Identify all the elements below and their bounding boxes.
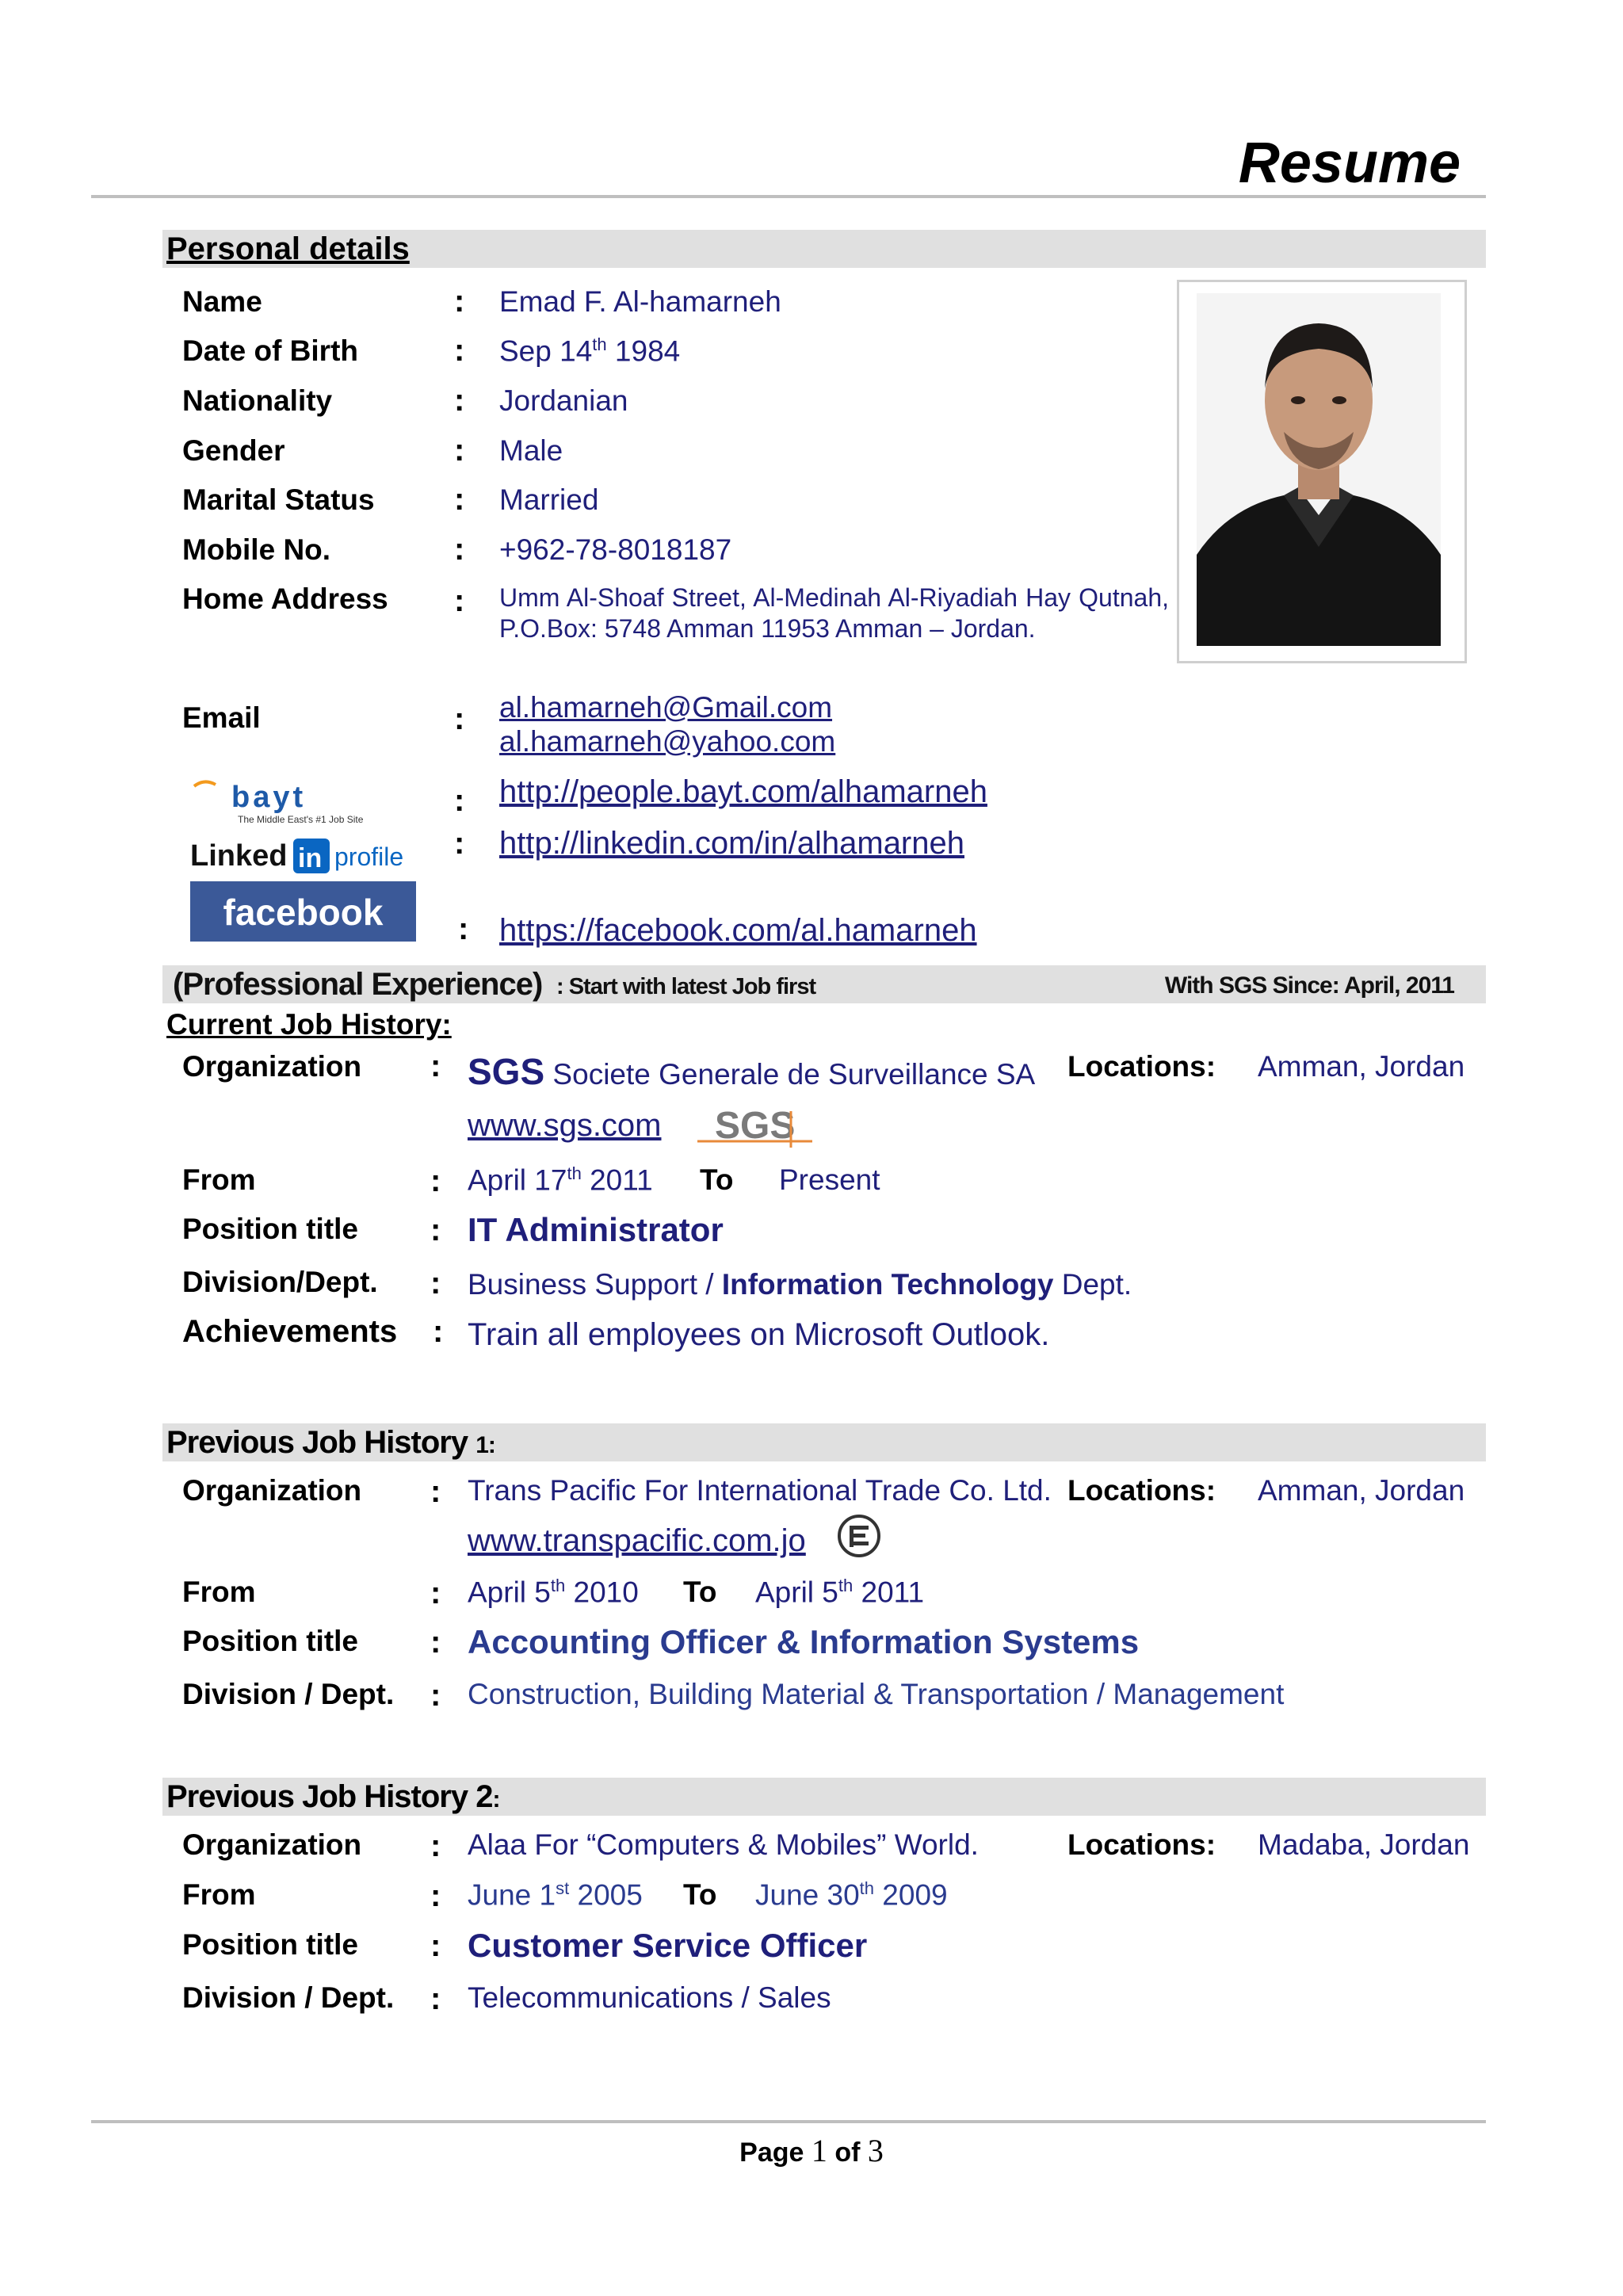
prev1-locations-value: Amman, Jordan: [1258, 1474, 1465, 1507]
colon: :: [430, 1981, 441, 2016]
prev2-division-label: Division / Dept.: [182, 1981, 395, 2014]
colon: :: [430, 1678, 441, 1713]
linkedin-profile-text: profile: [334, 842, 404, 871]
prev1-division-label: Division / Dept.: [182, 1678, 395, 1710]
professional-experience-subheading: : Start with latest Job first: [556, 974, 816, 999]
prev2-to-value: June 30th 2009: [755, 1878, 948, 1912]
bayt-link[interactable]: http://people.bayt.com/alhamarneh: [499, 774, 987, 809]
page-footer: Page 1 of 3: [739, 2133, 884, 2168]
colon: :: [454, 433, 465, 468]
prev2-position-label: Position title: [182, 1928, 358, 1961]
linkedin-in-badge: in: [298, 843, 323, 873]
prev2-from-label: From: [182, 1878, 256, 1911]
marital-status-label: Marital Status: [182, 483, 375, 516]
colon: :: [454, 333, 465, 368]
current-division-value: Business Support / Information Technology Dept.: [468, 1268, 1132, 1301]
current-locations-value: Amman, Jordan: [1258, 1050, 1465, 1083]
previous-job-1-heading: Previous Job History 1:: [166, 1425, 495, 1460]
prev1-org-label: Organization: [182, 1474, 362, 1507]
gender-label: Gender: [182, 434, 285, 467]
current-org-value: SGS Societe Generale de Surveillance SA: [468, 1051, 1036, 1092]
bayt-brand: bayt: [231, 781, 307, 814]
linkedin-brand-text: Linked: [190, 839, 288, 873]
current-to-value: Present: [779, 1163, 880, 1196]
current-job-heading: Current Job History:: [166, 1008, 452, 1041]
prev2-org-value: Alaa For “Computers & Mobiles” World.: [468, 1828, 979, 1861]
linkedin-link[interactable]: http://linkedin.com/in/alhamarneh: [499, 826, 964, 861]
colon: :: [454, 783, 465, 818]
current-position-label: Position title: [182, 1213, 358, 1245]
prev1-position-label: Position title: [182, 1625, 358, 1657]
colon: :: [454, 701, 465, 736]
facebook-brand: facebook: [223, 892, 384, 933]
personal-details-heading: Personal details: [166, 231, 410, 266]
prev1-locations-label: Locations:: [1067, 1474, 1216, 1507]
prev2-from-value: June 1st 2005: [468, 1878, 643, 1912]
colon: :: [430, 1474, 441, 1509]
previous-job-2-heading: Previous Job History 2:: [166, 1779, 500, 1814]
name-label: Name: [182, 285, 262, 318]
prev1-position-value: Accounting Officer & Information Systems: [468, 1623, 1140, 1660]
prev1-to-value: April 5th 2011: [755, 1576, 925, 1609]
email-label: Email: [182, 701, 261, 734]
colon: :: [458, 911, 469, 946]
footer-rule: [91, 2120, 1486, 2123]
home-address-value: Umm Al-Shoaf Street, Al-Medinah Al-Riyadiah Hay Qutnah, P.O.Box: 5748 Amman 11953 Amman – Jordan.: [499, 583, 1169, 643]
prev1-to-label: To: [683, 1576, 717, 1608]
prev2-locations-label: Locations:: [1067, 1828, 1216, 1861]
mobile-label: Mobile No.: [182, 533, 331, 566]
dob-value: Sep 14th 1984: [499, 334, 681, 368]
colon: :: [430, 1266, 441, 1301]
marital-status-value: Married: [499, 483, 599, 516]
colon: :: [430, 1625, 441, 1660]
achievements-value: Train all employees on Microsoft Outlook.: [468, 1317, 1050, 1352]
prev1-from-value: April 5th 2010: [468, 1576, 639, 1609]
profile-photo: [1197, 293, 1441, 646]
prev2-org-label: Organization: [182, 1828, 362, 1861]
facebook-logo[interactable]: [190, 881, 416, 942]
nationality-value: Jordanian: [499, 384, 628, 417]
prev2-division-value: Telecommunications / Sales: [468, 1981, 831, 2014]
email-link-yahoo[interactable]: al.hamarneh@yahoo.com: [499, 725, 836, 758]
gender-value: Male: [499, 434, 563, 467]
colon: :: [430, 1213, 441, 1247]
colon: :: [454, 532, 465, 567]
colon: :: [430, 1878, 441, 1913]
colon: :: [430, 1928, 441, 1963]
prev2-position-value: Customer Service Officer: [468, 1927, 868, 1964]
colon: :: [454, 583, 465, 618]
prev1-org-value: Trans Pacific For International Trade Co. Ltd.: [468, 1474, 1052, 1507]
professional-experience-heading: (Professional Experience): [173, 967, 543, 1002]
current-locations-label: Locations:: [1067, 1050, 1216, 1083]
current-division-label: Division/Dept.: [182, 1266, 378, 1298]
bayt-tagline: The Middle East's #1 Job Site: [238, 814, 364, 825]
colon: :: [433, 1314, 444, 1349]
name-value: Emad F. Al-hamarneh: [499, 285, 781, 318]
mobile-value: +962-78-8018187: [499, 533, 732, 566]
prev2-locations-value: Madaba, Jordan: [1258, 1828, 1470, 1861]
dob-label: Date of Birth: [182, 334, 358, 367]
prev1-division-value: Construction, Building Material & Transportation / Management: [468, 1678, 1285, 1710]
colon: :: [454, 284, 465, 319]
colon: :: [430, 1828, 441, 1863]
home-address-label: Home Address: [182, 583, 388, 615]
prev2-to-label: To: [683, 1878, 717, 1911]
colon: :: [454, 826, 465, 861]
with-sgs-since: With SGS Since: April, 2011: [1164, 972, 1454, 999]
sgs-logo-text: SGS: [715, 1105, 796, 1147]
sgs-logo: [697, 1103, 816, 1149]
current-to-label: To: [700, 1163, 734, 1196]
colon: :: [454, 383, 465, 418]
transpacific-website-link[interactable]: www.transpacific.com.jo: [468, 1523, 806, 1558]
colon: :: [430, 1049, 441, 1083]
prev1-from-label: From: [182, 1576, 256, 1608]
header-rule: [91, 195, 1486, 198]
linkedin-logo[interactable]: [190, 832, 420, 878]
sgs-website-link[interactable]: www.sgs.com: [468, 1108, 662, 1143]
current-position-value: IT Administrator: [468, 1211, 724, 1248]
colon: :: [430, 1576, 441, 1610]
colon: :: [430, 1163, 441, 1198]
bayt-logo[interactable]: [190, 778, 404, 827]
current-from-label: From: [182, 1163, 256, 1196]
colon: :: [454, 482, 465, 517]
nationality-label: Nationality: [182, 384, 333, 417]
email-link-gmail[interactable]: al.hamarneh@Gmail.com: [499, 691, 833, 724]
current-org-label: Organization: [182, 1050, 362, 1083]
facebook-link[interactable]: https://facebook.com/al.hamarneh: [499, 913, 977, 948]
current-from-value: April 17th 2011: [468, 1163, 653, 1197]
achievements-label: Achievements: [182, 1314, 398, 1349]
resume-title: Resume: [1238, 132, 1461, 195]
transpacific-logo-icon: [834, 1514, 884, 1558]
